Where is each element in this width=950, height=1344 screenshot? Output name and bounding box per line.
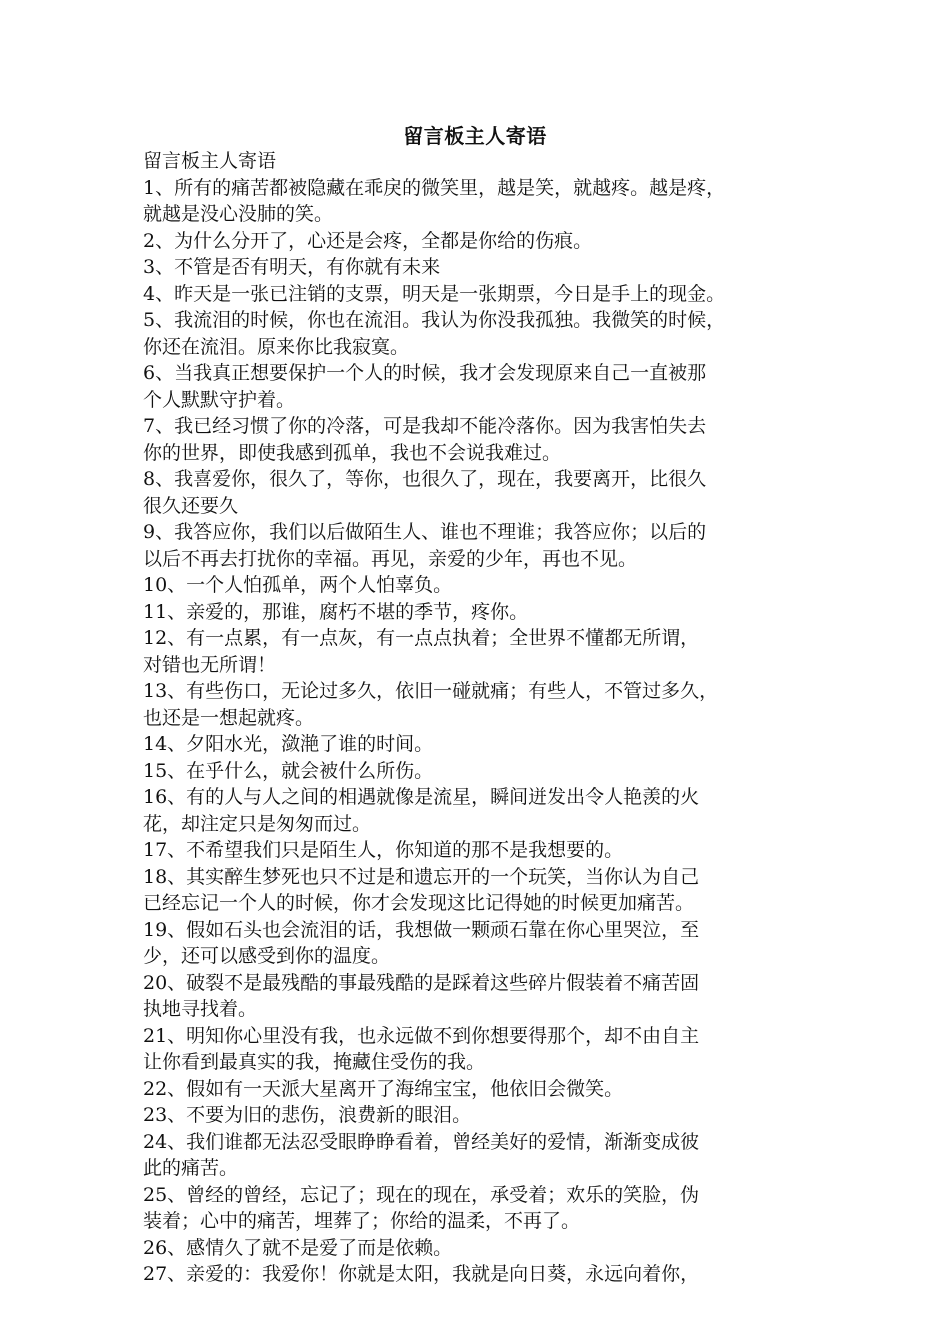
text-line: 13、有些伤口，无论过多久，依旧一碰就痛；有些人，不管过多久，: [143, 680, 719, 702]
text-line: 2、为什么分开了，心还是会疼，全都是你给的伤痕。: [143, 229, 593, 252]
text-line: 25、曾经的曾经，忘记了；现在的现在，承受着；欢乐的笑脸，伪: [143, 1183, 700, 1206]
text-line: 3、不管是否有明天，有你就有未来: [143, 256, 441, 278]
text-line: 让你看到最真实的我，掩藏住受伤的我。: [143, 1051, 486, 1073]
text-line: 8、我喜爱你，很久了，等你，也很久了，现在，我要离开，比很久: [143, 468, 707, 490]
text-line: 20、破裂不是最残酷的事最残酷的是踩着这些碎片假装着不痛苦固: [143, 971, 700, 994]
text-line: 24、我们谁都无法忍受眼睁睁看着，曾经美好的爱情，渐渐变成彼: [143, 1130, 700, 1153]
document-subtitle: 留言板主人寄语: [143, 150, 277, 172]
text-line: 9、我答应你，我们以后做陌生人、谁也不理谁；我答应你；以后的: [143, 521, 707, 543]
text-line: 已经忘记一个人的时候，你才会发现这比记得她的时候更加痛苦。: [143, 892, 695, 914]
document-title: 留言板主人寄语: [403, 124, 547, 148]
text-line: 就越是没心没肺的笑。: [143, 203, 334, 225]
text-line: 6、当我真正想要保护一个人的时候，我才会发现原来自己一直被那: [143, 362, 707, 384]
text-line: 27、亲爱的：我爱你！你就是太阳，我就是向日葵，永远向着你，: [143, 1263, 700, 1285]
text-line: 16、有的人与人之间的相遇就像是流星，瞬间迸发出令人艳羡的火: [143, 786, 700, 808]
text-line: 很久还要久: [143, 494, 239, 517]
text-line: 对错也无所谓！: [143, 653, 277, 676]
text-line: 22、假如有一天派大星离开了海绵宝宝，他依旧会微笑。: [143, 1077, 624, 1100]
text-line: 11、亲爱的，那谁，腐朽不堪的季节，疼你。: [143, 600, 529, 623]
text-line: 17、不希望我们只是陌生人，你知道的那不是我想要的。: [143, 839, 624, 861]
text-line: 7、我已经习惯了你的冷落，可是我却不能冷落你。因为我害怕失去: [143, 415, 707, 437]
text-line: 执地寻找着。: [143, 998, 258, 1020]
text-line: 1、所有的痛苦都被隐藏在乖戾的微笑里，越是笑，就越疼。越是疼，: [143, 176, 726, 199]
text-line: 你还在流泪。原来你比我寂寞。: [143, 335, 410, 358]
text-line: 26、感情久了就不是爱了而是依赖。: [143, 1236, 453, 1259]
text-line: 10、一个人怕孤单，两个人怕辜负。: [143, 574, 453, 596]
text-line: 15、在乎什么，就会被什么所伤。: [143, 759, 434, 782]
text-line: 18、其实醉生梦死也只不过是和遗忘开的一个玩笑，当你认为自己: [143, 865, 700, 888]
text-line: 个人默默守护着。: [143, 388, 296, 411]
document-body: [143, 148, 813, 1288]
text-line: 12、有一点累，有一点灰，有一点点执着；全世界不懂都无所谓，: [143, 627, 700, 649]
text-line: 花，却注定只是匆匆而过。: [143, 812, 372, 835]
text-line: 装着；心中的痛苦，埋葬了；你给的温柔，不再了。: [143, 1210, 581, 1232]
text-line: 5、我流泪的时候，你也在流泪。我认为你没我孤独。我微笑的时候，: [143, 309, 726, 331]
text-line: 21、明知你心里没有我，也永远做不到你想要得那个，却不由自主: [143, 1024, 700, 1047]
text-line: 23、不要为旧的悲伤，浪费新的眼泪。: [143, 1104, 472, 1126]
text-line: 此的痛苦。: [143, 1157, 239, 1179]
text-line: 你的世界，即使我感到孤单，我也不会说我难过。: [143, 441, 562, 464]
text-line: 以后不再去打扰你的幸福。再见，亲爱的少年，再也不见。: [143, 547, 638, 570]
text-line: 19、假如石头也会流泪的话，我想做一颗顽石靠在你心里哭泣，至: [143, 918, 700, 941]
text-line: 也还是一想起就疼。: [143, 706, 315, 729]
text-line: 14、夕阳水光，潋滟了谁的时间。: [143, 733, 434, 755]
text-line: 少，还可以感受到你的温度。: [143, 945, 391, 967]
text-line: 4、昨天是一张已注销的支票，明天是一张期票，今日是手上的现金。: [143, 282, 726, 305]
